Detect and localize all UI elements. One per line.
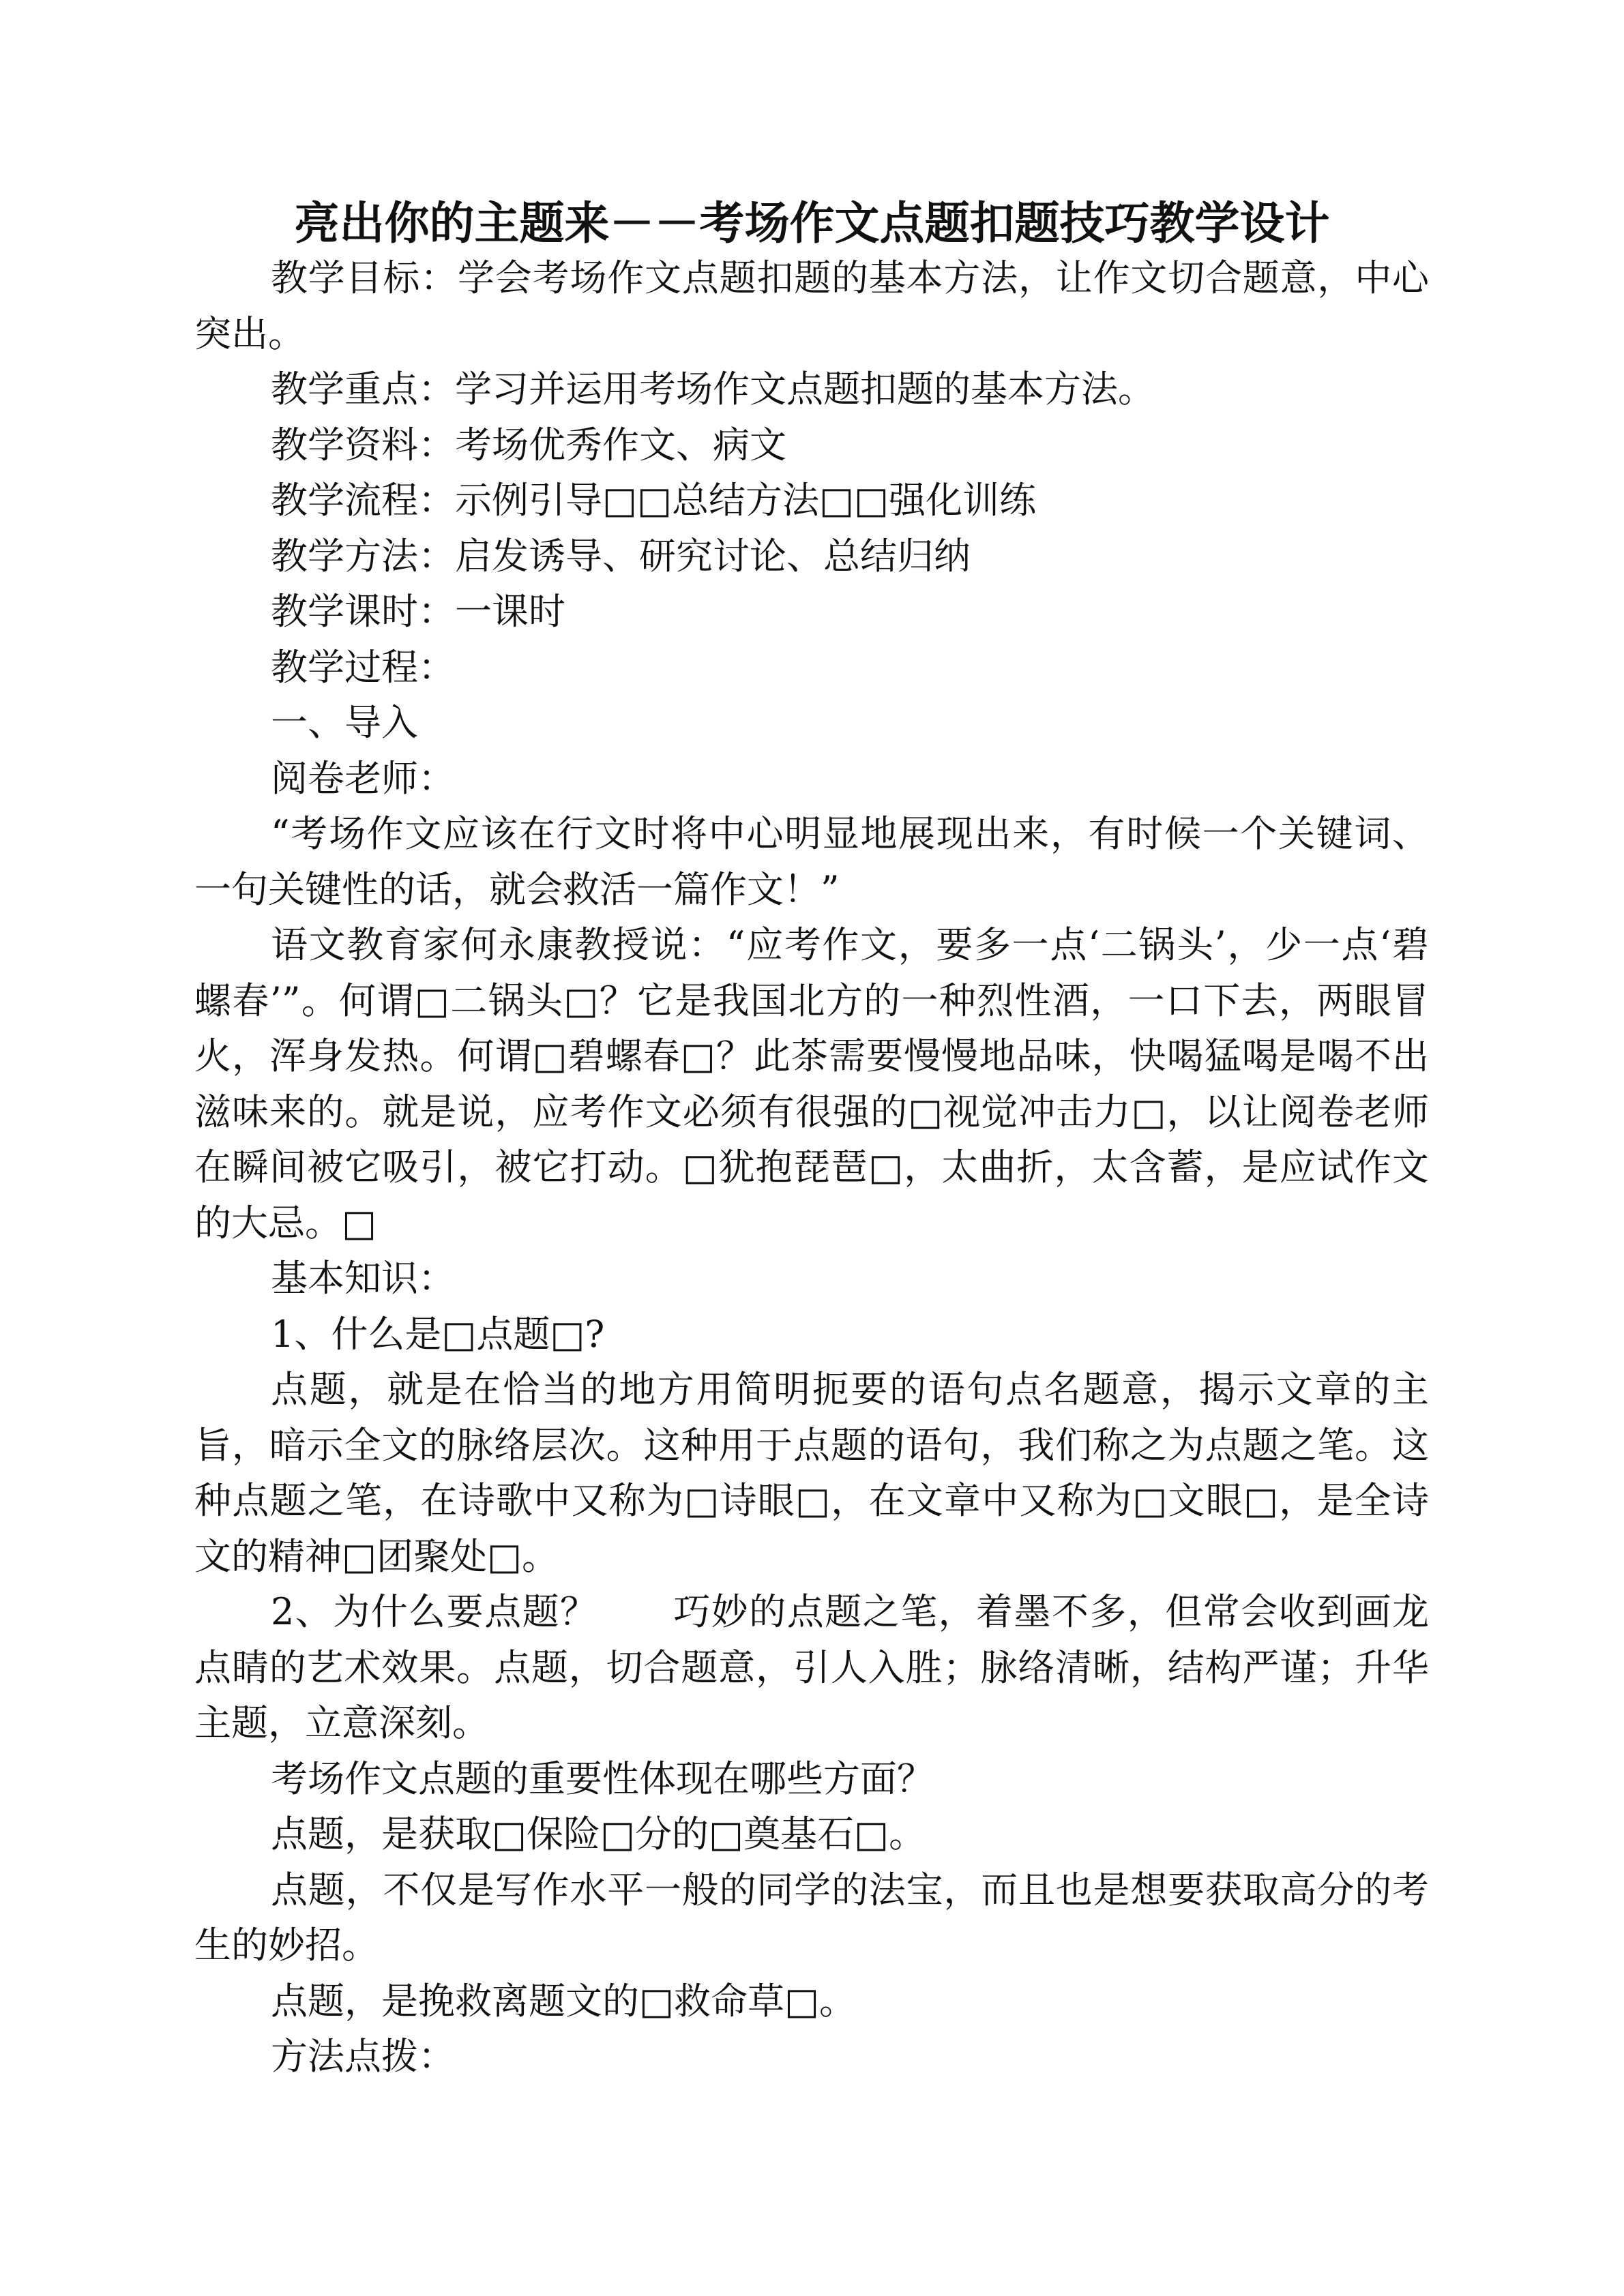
- paragraph-definition: 点题，就是在恰当的地方用简明扼要的语句点名题意，揭示文章的主旨，暗示全文的脉络层次。这种用于点题的语句，我们称之为点题之笔。这种点题之笔，在诗歌中又称为□诗眼□，在文章中又称为□文眼□，是全诗文的精神□团聚处□。: [194, 1368, 1429, 1578]
- paragraph-teaching-focus: 教学重点：学习并运用考场作文点题扣题的基本方法。: [271, 368, 1155, 411]
- paragraph-grader: 阅卷老师：: [271, 756, 455, 800]
- paragraph-professor-quote: 语文教育家何永康教授说：“应考作文，要多一点‘二锅头’，少一点‘碧螺春’”。何谓□二锅头□？它是我国北方的一种烈性酒，一口下去，两眼冒火，浑身发热。何谓□碧螺春□？此茶需要慢慢地品味，快喝猛喝是喝不出滋味来的。就是说，应考作文必须有很强的□视觉冲击力□，以让阅卷老师在瞬间被它吸引，被它打动。□犹抱琵琶□，太曲折，太含蓄，是应试作文的大忌。□: [194, 923, 1429, 1244]
- paragraph-importance-2: 点题，不仅是写作水平一般的同学的法宝，而且也是想要获取高分的考生的妙招。: [194, 1868, 1429, 1967]
- document-title: 亮出你的主题来－－考场作文点题扣题技巧教学设计: [294, 196, 1330, 250]
- document-body: [194, 250, 1429, 2085]
- paragraph-importance-question: 考场作文点题的重要性体现在哪些方面？: [271, 1757, 934, 1800]
- paragraph-importance-3: 点题，是挽救离题文的□救命草□。: [271, 1979, 857, 2023]
- paragraph-grader-quote: “考场作文应该在行文时将中心明显地展现出来，有时候一个关键词、一句关键性的话，就会救活一篇作文！”: [194, 812, 1429, 911]
- section-heading-introduction: 一、导入: [271, 701, 418, 744]
- paragraph-teaching-method: 教学方法：启发诱导、研究讨论、总结归纳: [271, 534, 971, 578]
- paragraph-teaching-goal: 教学目标：学会考场作文点题扣题的基本方法，让作文切合题意，中心突出。: [194, 256, 1429, 355]
- paragraph-basic-knowledge: 基本知识：: [271, 1257, 455, 1300]
- paragraph-method-tips: 方法点拨：: [271, 2035, 455, 2078]
- paragraph-teaching-flow: 教学流程：示例引导□□总结方法□□强化训练: [271, 479, 1037, 522]
- paragraph-teaching-process: 教学过程：: [271, 645, 455, 689]
- paragraph-importance-1: 点题，是获取□保险□分的□奠基石□。: [271, 1813, 926, 1855]
- paragraph-question-why: 2、为什么要点题？ 巧妙的点题之笔，着墨不多，但常会收到画龙点睛的艺术效果。点题，切合题意，引人入胜；脉络清晰，结构严谨；升华主题，立意深刻。: [194, 1590, 1429, 1744]
- paragraph-class-hours: 教学课时：一课时: [271, 590, 565, 633]
- paragraph-teaching-materials: 教学资料：考场优秀作文、病文: [271, 423, 786, 466]
- paragraph-question-what: 1、什么是□点题□?: [271, 1312, 605, 1356]
